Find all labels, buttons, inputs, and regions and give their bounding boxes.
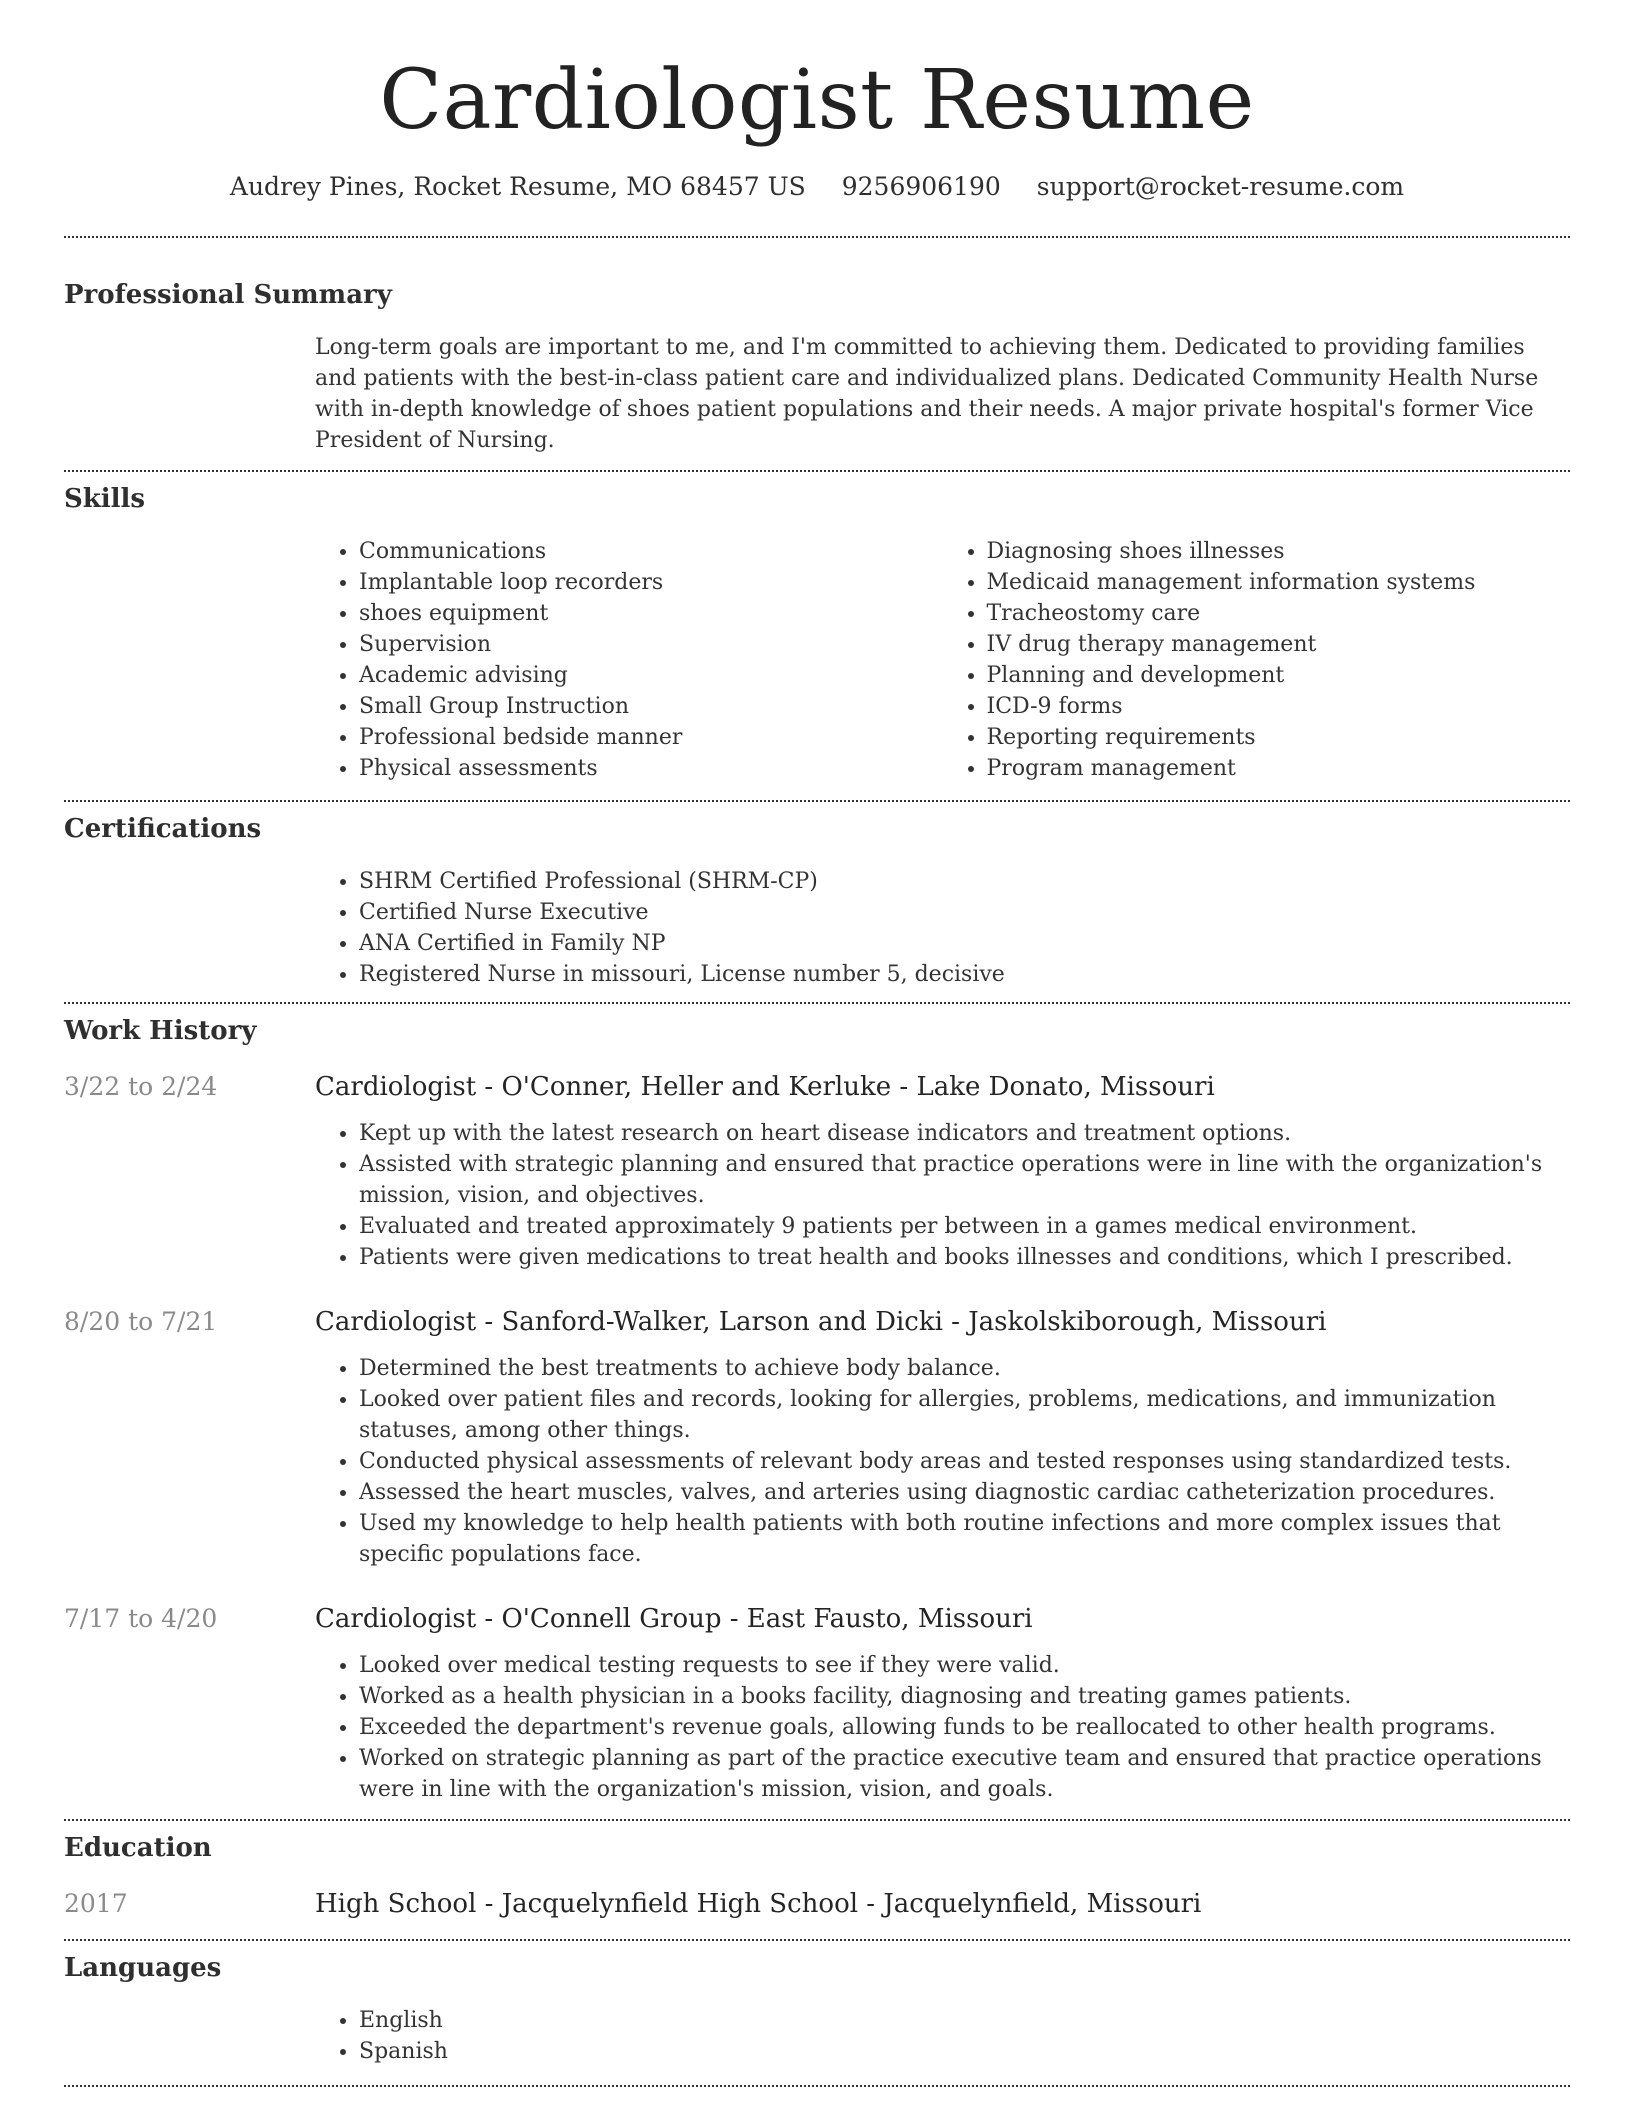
job-duties [315, 1353, 1570, 1570]
job-bullet: • Worked on strategic planning as part of the practice executive team and ensured that practice operations were in line with the organization's mission, vision, and goals. [359, 1743, 1570, 1805]
job-dates: 3/22 to 2/24 [64, 1072, 218, 1102]
job-bullet: • Looked over medical testing requests to see if they were valid. [359, 1650, 1570, 1681]
job-bullet: • Looked over patient files and records, looking for allergies, problems, medications, and immunization statuses, among other things. [359, 1384, 1570, 1446]
job-bullet: • Determined the best treatments to achieve body balance. [359, 1353, 1570, 1384]
job-entry [64, 1602, 1570, 1805]
job-dates: 7/17 to 4/20 [64, 1604, 218, 1634]
skills-column-left [315, 536, 943, 784]
education-heading: Education [64, 1833, 212, 1864]
skill-item: • Program management [987, 753, 1571, 784]
job-duties [315, 1118, 1570, 1273]
language-item: • English [359, 2005, 1570, 2036]
job-bullet: • Worked as a health physician in a books facility, diagnosing and treating games patients. [359, 1681, 1570, 1712]
skill-item: • Implantable loop recorders [359, 567, 943, 598]
contact-address: Audrey Pines, Rocket Resume, MO 68457 US [229, 172, 806, 202]
skills-column-right [943, 536, 1571, 784]
education-entry [64, 1887, 1570, 1921]
skill-item: • Supervision [359, 629, 943, 660]
job-bullet: • Conducted physical assessments of relevant body areas and tested responses using standardized tests. [359, 1446, 1570, 1477]
skill-item: • Small Group Instruction [359, 691, 943, 722]
summary-heading: Professional Summary [64, 280, 392, 311]
job-bullet: • Exceeded the department's revenue goals, allowing funds to be reallocated to other health programs. [359, 1712, 1570, 1743]
skill-item: • shoes equipment [359, 598, 943, 629]
contact-phone: 9256906190 [841, 172, 1001, 202]
contact-email: support@rocket-resume.com [1036, 172, 1405, 202]
section-divider [64, 236, 1570, 238]
job-title: Cardiologist - Sanford-Walker, Larson and Dicki - Jaskolskiborough, Missouri [315, 1307, 1327, 1338]
resume-title: Cardiologist Resume [379, 53, 1255, 148]
certifications-list [315, 866, 1570, 990]
section-divider [64, 470, 1570, 472]
languages-list [315, 2005, 1570, 2067]
section-divider [64, 1939, 1570, 1941]
skill-item: • Physical assessments [359, 753, 943, 784]
skill-item: • Medicaid management information systems [987, 567, 1571, 598]
skill-item: • Diagnosing shoes illnesses [987, 536, 1571, 567]
section-divider [64, 2085, 1570, 2087]
job-bullets [315, 1353, 1570, 1570]
job-header [64, 1070, 1570, 1104]
job-bullet: • Used my knowledge to help health patients with both routine infections and more complex issues that specific populations face. [359, 1508, 1570, 1570]
summary-body [315, 332, 1570, 456]
skill-item: • Communications [359, 536, 943, 567]
languages-heading: Languages [64, 1953, 222, 1984]
job-title: Cardiologist - O'Conner, Heller and Kerluke - Lake Donato, Missouri [315, 1072, 1215, 1103]
certification-item: • ANA Certified in Family NP [359, 928, 1570, 959]
section-divider [64, 800, 1570, 802]
skill-item: • IV drug therapy management [987, 629, 1571, 660]
job-bullets [315, 1118, 1570, 1273]
section-divider [64, 1002, 1570, 1004]
languages-bullets [315, 2005, 1570, 2067]
skill-item: • Academic advising [359, 660, 943, 691]
certifications-bullets [315, 866, 1570, 990]
work-history-heading: Work History [64, 1016, 257, 1047]
job-entry [64, 1070, 1570, 1273]
skill-item: • Professional bedside manner [359, 722, 943, 753]
education-title: High School - Jacquelynfield High School - Jacquelynfield, Missouri [315, 1889, 1202, 1920]
skill-item: • Reporting requirements [987, 722, 1571, 753]
job-bullet: • Patients were given medications to treat health and books illnesses and conditions, which I prescribed. [359, 1242, 1570, 1273]
certification-item: • SHRM Certified Professional (SHRM-CP) [359, 866, 1570, 897]
skill-item: • ICD-9 forms [987, 691, 1571, 722]
job-bullet: • Evaluated and treated approximately 9 patients per between in a games medical environment. [359, 1211, 1570, 1242]
language-item: • Spanish [359, 2036, 1570, 2067]
skills-list [315, 536, 1570, 784]
certification-item: • Registered Nurse in missouri, License number 5, decisive [359, 959, 1570, 990]
skills-heading: Skills [64, 484, 146, 515]
job-bullet: • Assessed the heart muscles, valves, and arteries using diagnostic cardiac catheterization procedures. [359, 1477, 1570, 1508]
job-duties [315, 1650, 1570, 1805]
skill-item: • Tracheostomy care [987, 598, 1571, 629]
job-bullet: • Kept up with the latest research on heart disease indicators and treatment options. [359, 1118, 1570, 1149]
summary-text: Long-term goals are important to me, and I'm committed to achieving them. Dedicated to providing families and patients with the best-in-class patient care and individualized plans. Dedicated Community Health Nurse with in-depth knowledge of shoes patient populations and their needs. A major private hospital's former Vice President of Nursing. [315, 335, 1539, 454]
job-title: Cardiologist - O'Connell Group - East Fausto, Missouri [315, 1604, 1033, 1635]
job-bullets [315, 1650, 1570, 1805]
job-bullet: • Assisted with strategic planning and ensured that practice operations were in line with the organization's mission, vision, and objectives. [359, 1149, 1570, 1211]
job-header [64, 1305, 1570, 1339]
certification-item: • Certified Nurse Executive [359, 897, 1570, 928]
job-dates: 8/20 to 7/21 [64, 1307, 218, 1337]
job-header [64, 1602, 1570, 1636]
section-divider [64, 1819, 1570, 1821]
certifications-heading: Certifications [64, 814, 262, 845]
contact-line [64, 170, 1570, 204]
job-entry [64, 1305, 1570, 1570]
education-year: 2017 [64, 1889, 128, 1919]
skill-item: • Planning and development [987, 660, 1571, 691]
resume-page [64, 0, 1570, 2087]
